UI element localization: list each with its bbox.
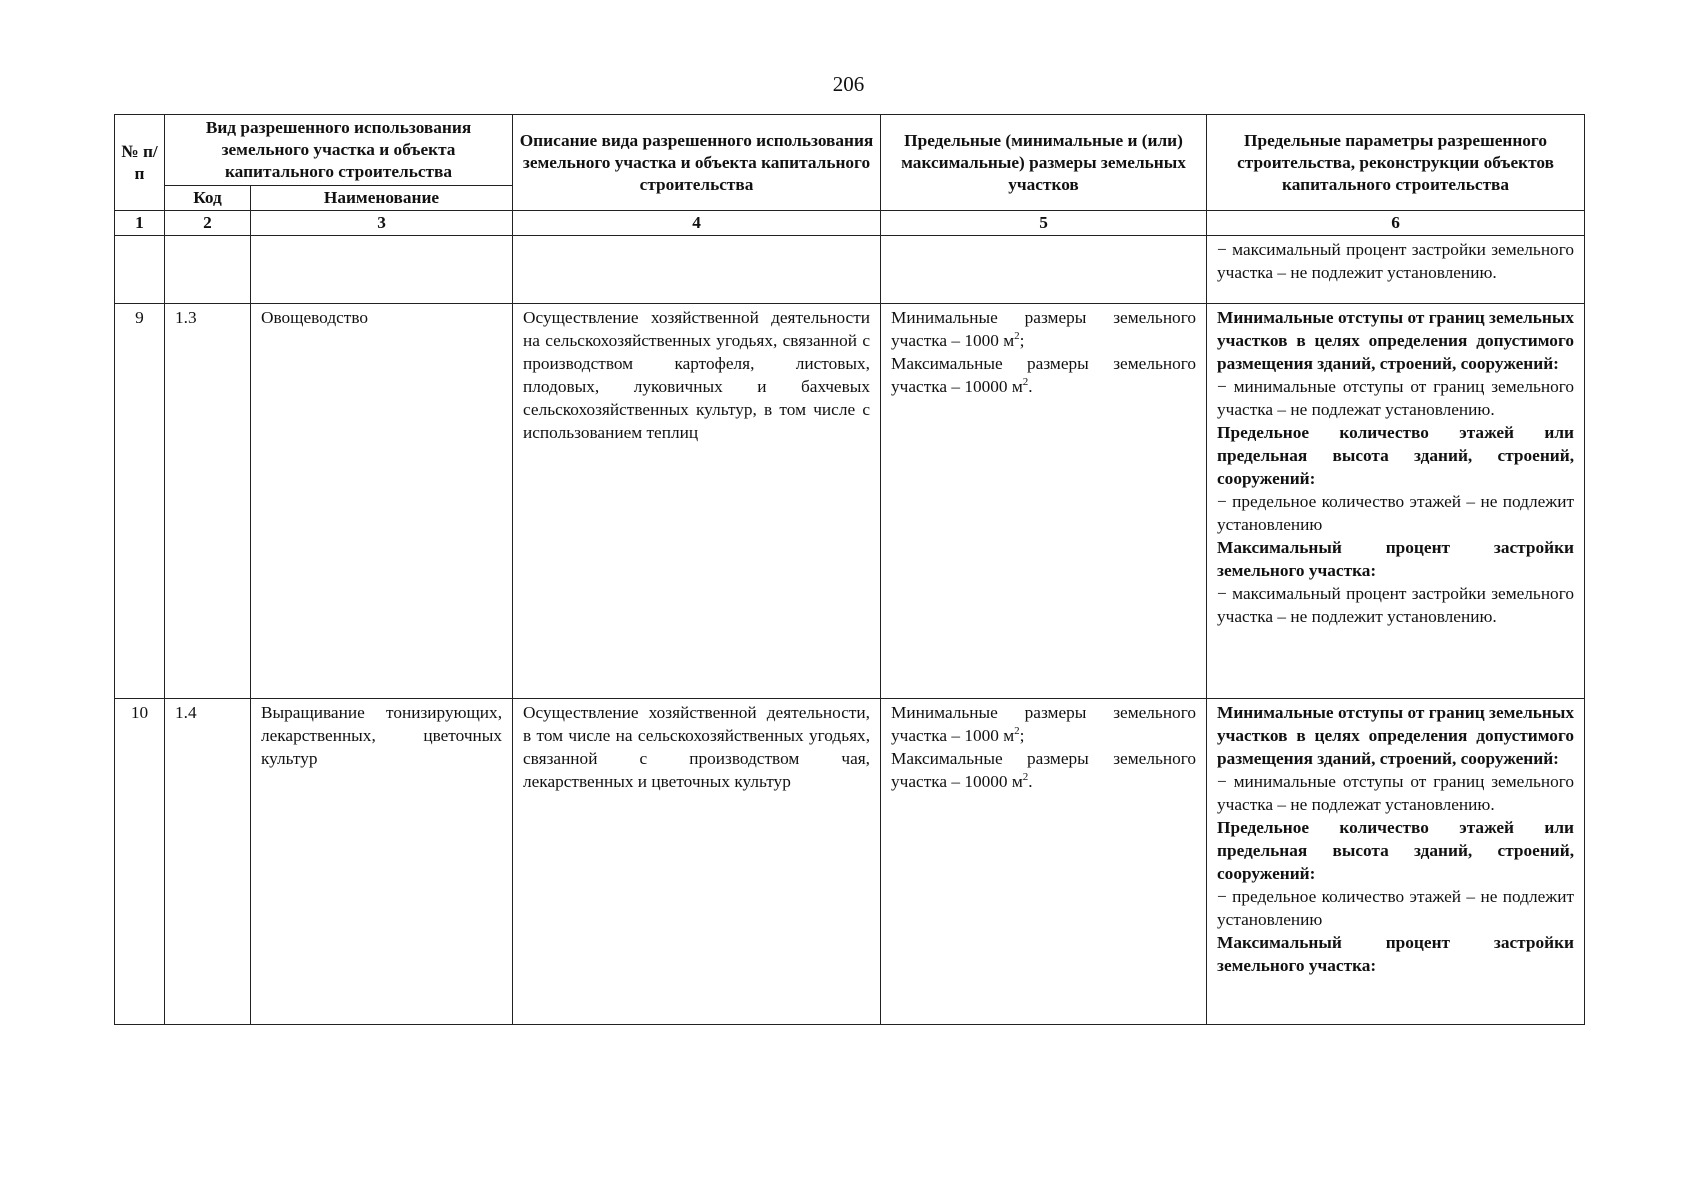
column-number: 1 <box>115 211 165 236</box>
param-text: − минимальные отступы от границ земельного участка – не подлежат установлению. <box>1217 772 1575 814</box>
column-number: 3 <box>251 211 513 236</box>
column-number: 5 <box>881 211 1207 236</box>
header-code: Код <box>165 186 251 211</box>
page-number: 206 <box>832 72 865 96</box>
cell-description: Осуществление хозяйственной деятельности на сельскохозяйственных угодьях, связанной с производством картофеля, листовых, плодовых, луковичных и бахчевых сельскохозяйственных культур, в том числе с использованием теплиц <box>513 304 881 699</box>
param-text: − предельное количество этажей – не подлежит установлению <box>1217 492 1575 534</box>
param-heading: Максимальный процент застройки земельного участка: <box>1217 933 1575 975</box>
header-num: № п/п <box>115 115 165 211</box>
superscript: 2 <box>1022 771 1029 784</box>
cell-name: Овощеводство <box>251 304 513 699</box>
cell-num: 9 <box>115 304 165 699</box>
cell-sizes <box>881 304 1207 699</box>
column-number: 6 <box>1207 211 1585 236</box>
min-size-text: Минимальные размеры земельного участка – 1000 м <box>891 703 1197 745</box>
param-text: − минимальные отступы от границ земельного участка – не подлежат установлению. <box>1217 377 1575 419</box>
punct: ; <box>1019 726 1025 745</box>
column-number-row <box>115 211 1585 236</box>
cell-params <box>1207 699 1585 1025</box>
max-size-text: Максимальные размеры земельного участка – 10000 м <box>891 749 1197 791</box>
superscript: 2 <box>1014 725 1020 738</box>
column-number: 4 <box>513 211 881 236</box>
param-heading: Минимальные отступы от границ земельных участков в целях определения допустимого размещения зданий, строений, сооружений: <box>1217 308 1575 373</box>
header-use-type-group: Вид разрешенного использования земельного участка и объекта капитального строительства <box>165 115 513 186</box>
cell-sizes <box>881 699 1207 1025</box>
param-text: − максимальный процент застройки земельного участка – не подлежит установлению. <box>1217 240 1575 282</box>
cell-num: 10 <box>115 699 165 1025</box>
param-text: − максимальный процент застройки земельного участка – не подлежит установлению. <box>1217 584 1575 626</box>
header-description: Описание вида разрешенного использования земельного участка и объекта капитального строительства <box>513 115 881 211</box>
superscript: 2 <box>1022 376 1029 389</box>
table-row <box>115 699 1585 1025</box>
header-name: Наименование <box>251 186 513 211</box>
max-size-text: Максимальные размеры земельного участка – 10000 м <box>891 354 1197 396</box>
param-heading: Предельное количество этажей или предельная высота зданий, строений, сооружений: <box>1217 818 1575 883</box>
cell-code: 1.3 <box>165 304 251 699</box>
cell-name <box>251 236 513 304</box>
land-use-table <box>114 114 1585 1025</box>
cell-code: 1.4 <box>165 699 251 1025</box>
superscript: 2 <box>1014 330 1020 343</box>
param-heading: Максимальный процент застройки земельного участка: <box>1217 538 1575 580</box>
punct: . <box>1028 377 1033 396</box>
param-heading: Предельное количество этажей или предельная высота зданий, строений, сооружений: <box>1217 423 1575 488</box>
cell-code <box>165 236 251 304</box>
punct: ; <box>1019 331 1025 350</box>
header-plot-sizes: Предельные (минимальные и (или) максимальные) размеры земельных участков <box>881 115 1207 211</box>
cell-description: Осуществление хозяйственной деятельности, в том числе на сельскохозяйственных угодьях, связанной с производством чая, лекарственных и цветочных культур <box>513 699 881 1025</box>
cell-params <box>1207 304 1585 699</box>
cell-params <box>1207 236 1585 304</box>
min-size-text: Минимальные размеры земельного участка – 1000 м <box>891 308 1197 350</box>
header-building-params: Предельные параметры разрешенного строительства, реконструкции объектов капитального строительства <box>1207 115 1585 211</box>
table-header <box>115 115 1585 236</box>
cell-num <box>115 236 165 304</box>
cell-sizes <box>881 236 1207 304</box>
table-row-continuation <box>115 236 1585 304</box>
table-row <box>115 304 1585 699</box>
punct: . <box>1028 772 1033 791</box>
column-number: 2 <box>165 211 251 236</box>
cell-description <box>513 236 881 304</box>
cell-name: Выращивание тонизирующих, лекарственных, цветочных культур <box>251 699 513 1025</box>
param-heading: Минимальные отступы от границ земельных участков в целях определения допустимого размещения зданий, строений, сооружений: <box>1217 703 1575 768</box>
param-text: − предельное количество этажей – не подлежит установлению <box>1217 887 1575 929</box>
